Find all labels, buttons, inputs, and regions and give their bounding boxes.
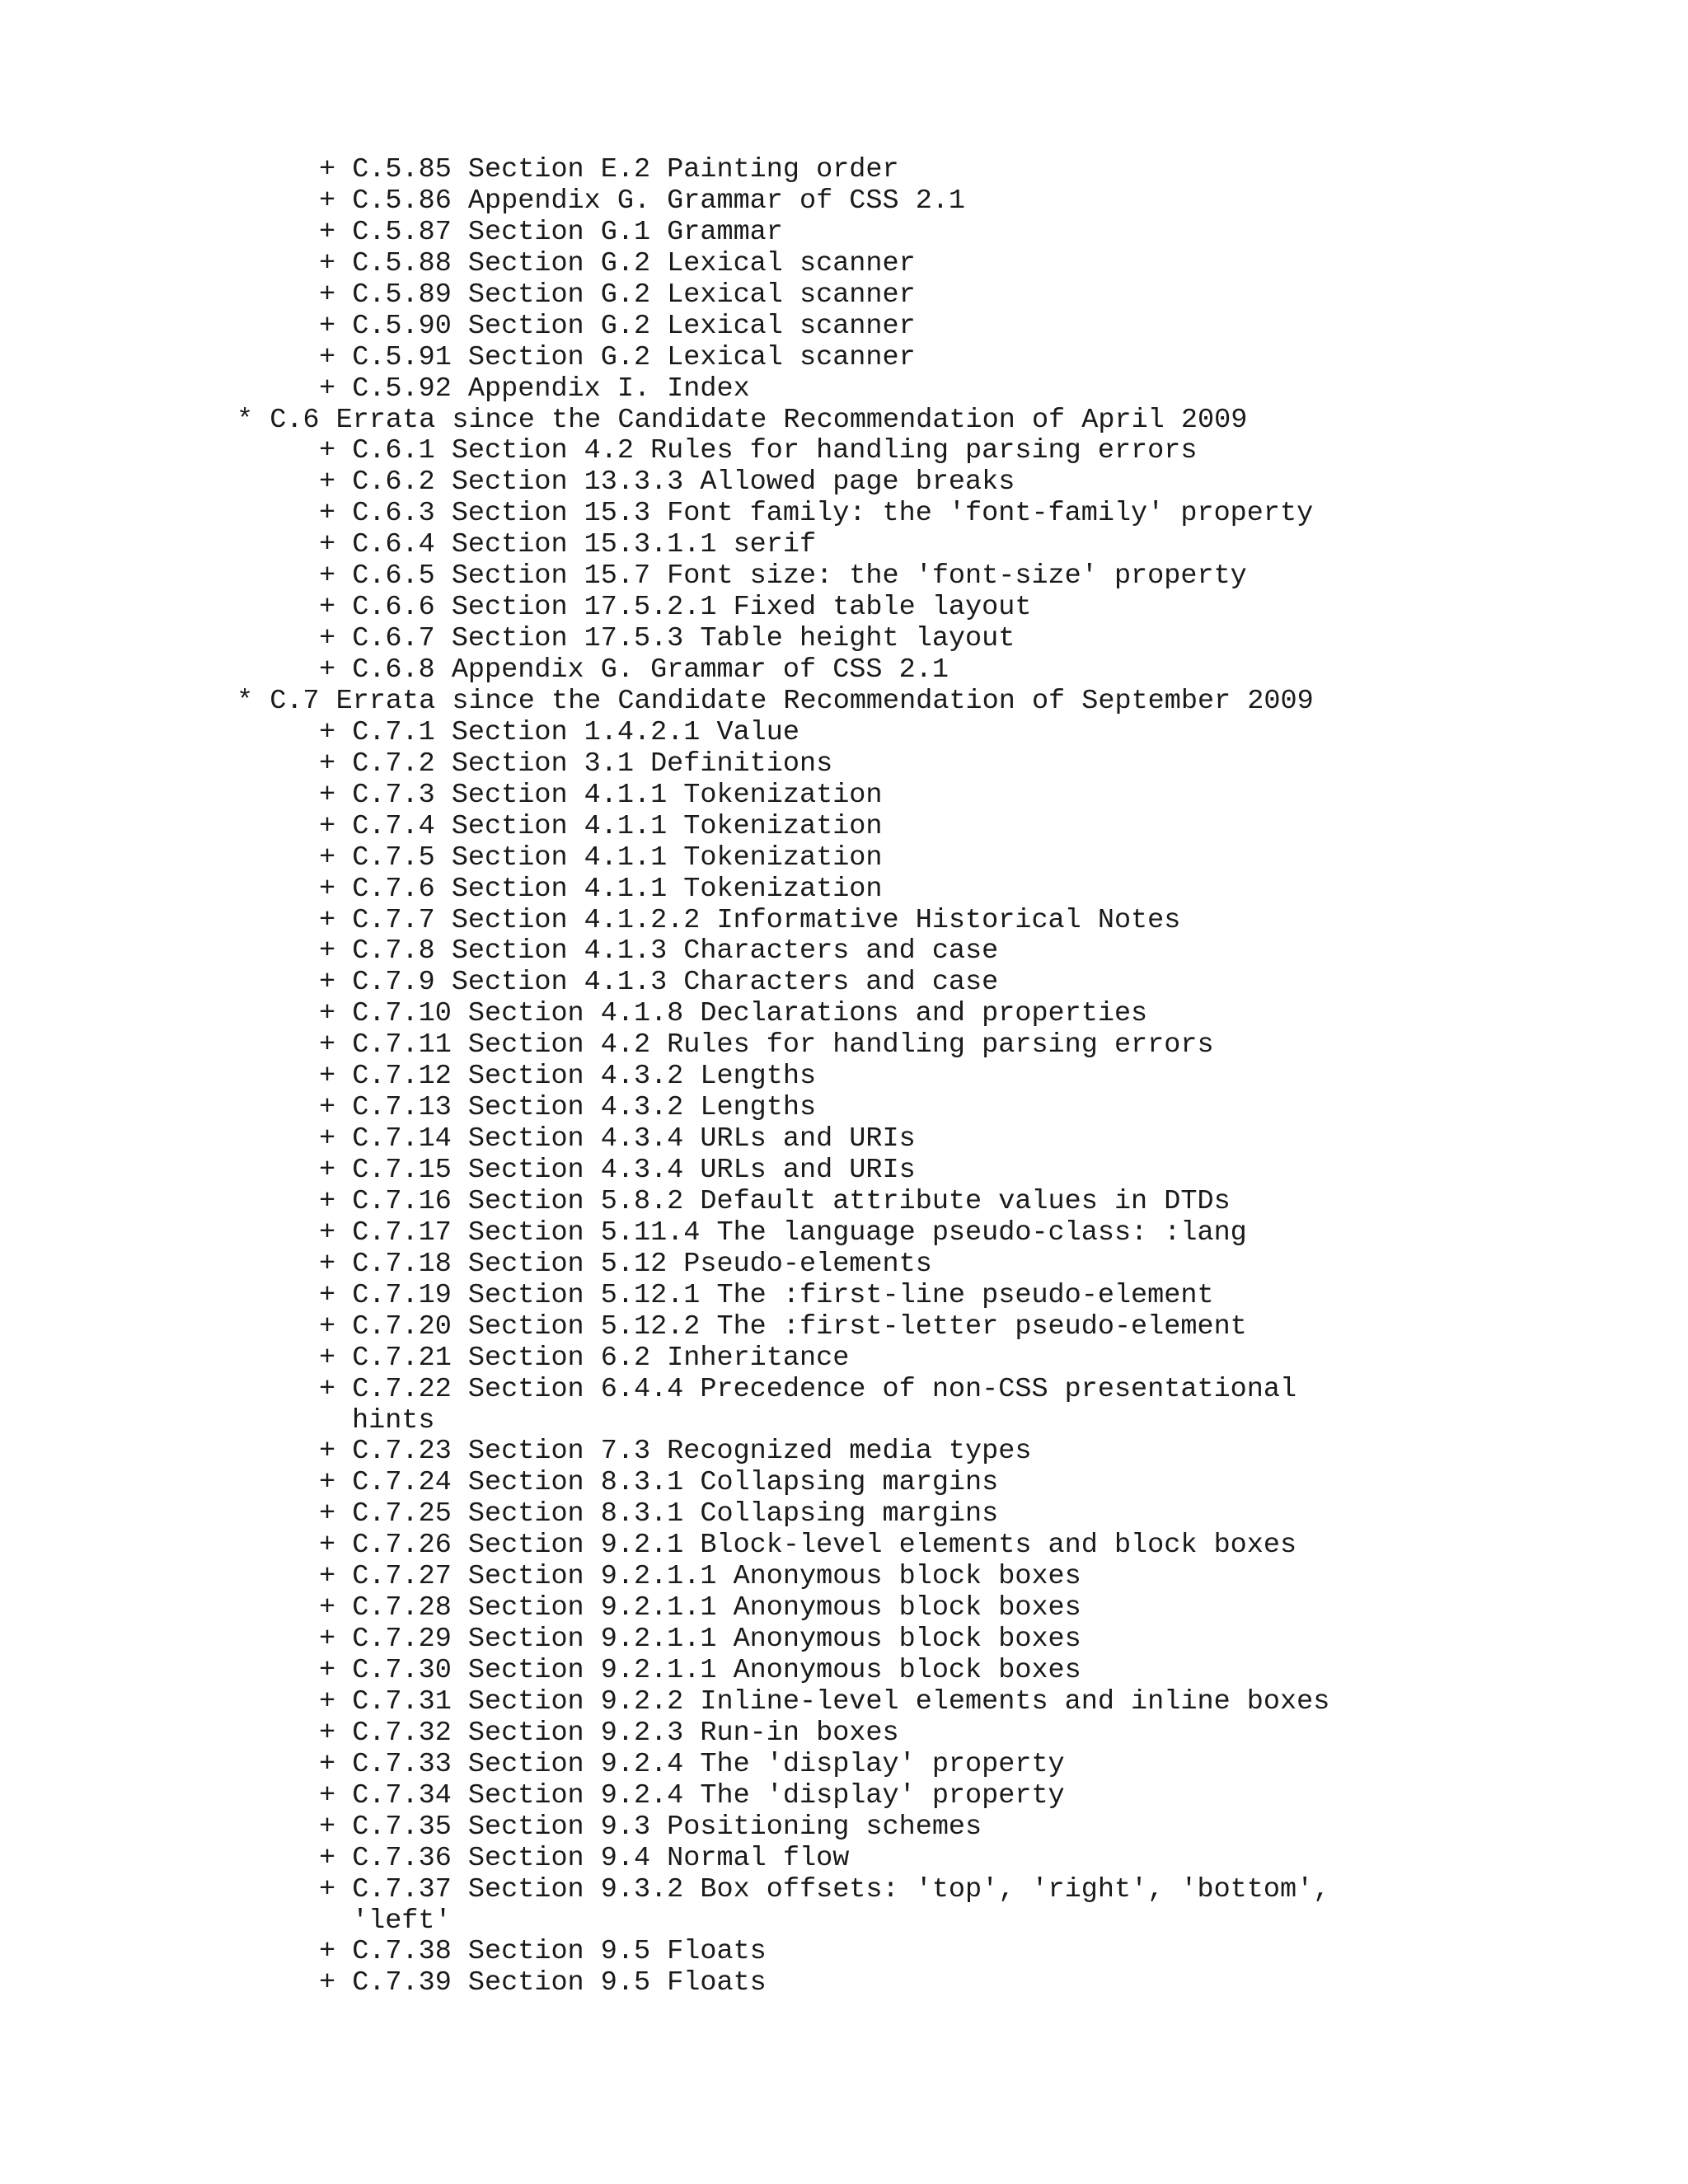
toc-subsection-entry: + C.7.22 Section 6.4.4 Precedence of non-CSS presentational xyxy=(319,1373,1297,1405)
toc-subsection-entry: + C.7.5 Section 4.1.1 Tokenization xyxy=(319,841,883,874)
toc-subsection-entry: + C.7.30 Section 9.2.1.1 Anonymous block boxes xyxy=(319,1655,1081,1686)
toc-subsection-entry: + C.7.32 Section 9.2.3 Run-in boxes xyxy=(319,1717,899,1749)
toc-entry-continuation: 'left' xyxy=(352,1905,452,1937)
toc-subsection-entry: + C.7.4 Section 4.1.1 Tokenization xyxy=(319,810,883,842)
toc-subsection-entry: + C.7.35 Section 9.3 Positioning schemes xyxy=(319,1811,982,1843)
toc-subsection-entry: + C.7.20 Section 5.12.2 The :first-letter pseudo-element xyxy=(319,1310,1247,1343)
toc-subsection-entry: + C.6.5 Section 15.7 Font size: the 'font-size' property xyxy=(319,560,1247,593)
toc-subsection-entry: + C.6.2 Section 13.3.3 Allowed page breaks xyxy=(319,466,1015,499)
toc-subsection-entry: + C.7.31 Section 9.2.2 Inline-level elements and inline boxes xyxy=(319,1685,1330,1718)
toc-subsection-entry: + C.7.7 Section 4.1.2.2 Informative Historical Notes xyxy=(319,904,1181,936)
toc-subsection-entry: + C.7.14 Section 4.3.4 URLs and URIs xyxy=(319,1123,916,1155)
toc-subsection-entry: + C.7.29 Section 9.2.1.1 Anonymous block boxes xyxy=(319,1624,1081,1656)
toc-subsection-entry: + C.7.16 Section 5.8.2 Default attribute values in DTDs xyxy=(319,1185,1231,1217)
toc-subsection-entry: + C.5.92 Appendix I. Index xyxy=(319,373,750,405)
toc-subsection-entry: + C.7.27 Section 9.2.1.1 Anonymous block boxes xyxy=(319,1561,1081,1593)
toc-subsection-entry: + C.7.17 Section 5.11.4 The language pseudo-class: :lang xyxy=(319,1216,1247,1249)
toc-subsection-entry: + C.6.4 Section 15.3.1.1 serif xyxy=(319,529,817,561)
toc-subsection-entry: + C.5.88 Section G.2 Lexical scanner xyxy=(319,247,916,279)
toc-subsection-entry: + C.7.37 Section 9.3.2 Box offsets: 'top', 'right', 'bottom', xyxy=(319,1873,1330,1905)
toc-subsection-entry: + C.5.85 Section E.2 Painting order xyxy=(319,154,899,185)
toc-subsection-entry: + C.6.7 Section 17.5.3 Table height layout xyxy=(319,623,1015,655)
toc-subsection-entry: + C.7.10 Section 4.1.8 Declarations and properties xyxy=(319,998,1148,1030)
toc-subsection-entry: + C.7.3 Section 4.1.1 Tokenization xyxy=(319,779,883,811)
toc-subsection-entry: + C.7.1 Section 1.4.2.1 Value xyxy=(319,716,799,748)
toc-subsection-entry: + C.6.6 Section 17.5.2.1 Fixed table layout xyxy=(319,592,1032,624)
toc-subsection-entry: + C.5.90 Section G.2 Lexical scanner xyxy=(319,310,916,342)
toc-subsection-entry: + C.7.34 Section 9.2.4 The 'display' property xyxy=(319,1779,1065,1811)
toc-subsection-entry: + C.7.2 Section 3.1 Definitions xyxy=(319,748,833,780)
toc-subsection-entry: + C.7.21 Section 6.2 Inheritance xyxy=(319,1342,850,1374)
toc-section-entry: * C.6 Errata since the Candidate Recommendation of April 2009 xyxy=(237,404,1248,436)
toc-subsection-entry: + C.7.38 Section 9.5 Floats xyxy=(319,1936,767,1968)
toc-entry-continuation: hints xyxy=(352,1404,435,1436)
toc-subsection-entry: + C.7.26 Section 9.2.1 Block-level elements and block boxes xyxy=(319,1530,1297,1562)
toc-subsection-entry: + C.7.33 Section 9.2.4 The 'display' property xyxy=(319,1748,1065,1780)
toc-subsection-entry: + C.7.15 Section 4.3.4 URLs and URIs xyxy=(319,1155,916,1186)
toc-subsection-entry: + C.7.8 Section 4.1.3 Characters and case xyxy=(319,935,999,968)
toc-subsection-entry: + C.7.25 Section 8.3.1 Collapsing margins xyxy=(319,1498,999,1530)
toc-subsection-entry: + C.5.91 Section G.2 Lexical scanner xyxy=(319,341,916,373)
toc-subsection-entry: + C.6.8 Appendix G. Grammar of CSS 2.1 xyxy=(319,654,949,686)
toc-subsection-entry: + C.7.11 Section 4.2 Rules for handling parsing errors xyxy=(319,1029,1214,1062)
toc-subsection-entry: + C.7.12 Section 4.3.2 Lengths xyxy=(319,1061,817,1093)
toc-subsection-entry: + C.7.13 Section 4.3.2 Lengths xyxy=(319,1092,817,1124)
toc-subsection-entry: + C.5.87 Section G.1 Grammar xyxy=(319,216,783,248)
toc-subsection-entry: + C.7.23 Section 7.3 Recognized media types xyxy=(319,1436,1032,1468)
toc-subsection-entry: + C.7.39 Section 9.5 Floats xyxy=(319,1967,767,1999)
toc-subsection-entry: + C.7.6 Section 4.1.1 Tokenization xyxy=(319,873,883,905)
toc-list xyxy=(0,155,1688,1999)
toc-subsection-entry: + C.7.9 Section 4.1.3 Characters and case xyxy=(319,967,999,999)
toc-subsection-entry: + C.7.24 Section 8.3.1 Collapsing margins xyxy=(319,1467,999,1499)
toc-subsection-entry: + C.5.89 Section G.2 Lexical scanner xyxy=(319,279,916,311)
toc-subsection-entry: + C.5.86 Appendix G. Grammar of CSS 2.1 xyxy=(319,185,966,217)
toc-subsection-entry: + C.6.1 Section 4.2 Rules for handling parsing errors xyxy=(319,435,1198,467)
toc-subsection-entry: + C.7.36 Section 9.4 Normal flow xyxy=(319,1842,850,1874)
toc-section-entry: * C.7 Errata since the Candidate Recommendation of September 2009 xyxy=(237,685,1314,717)
toc-subsection-entry: + C.7.28 Section 9.2.1.1 Anonymous block boxes xyxy=(319,1592,1081,1624)
toc-subsection-entry: + C.6.3 Section 15.3 Font family: the 'font-family' property xyxy=(319,498,1314,530)
toc-subsection-entry: + C.7.18 Section 5.12 Pseudo-elements xyxy=(319,1248,932,1280)
toc-subsection-entry: + C.7.19 Section 5.12.1 The :first-line pseudo-element xyxy=(319,1279,1214,1311)
